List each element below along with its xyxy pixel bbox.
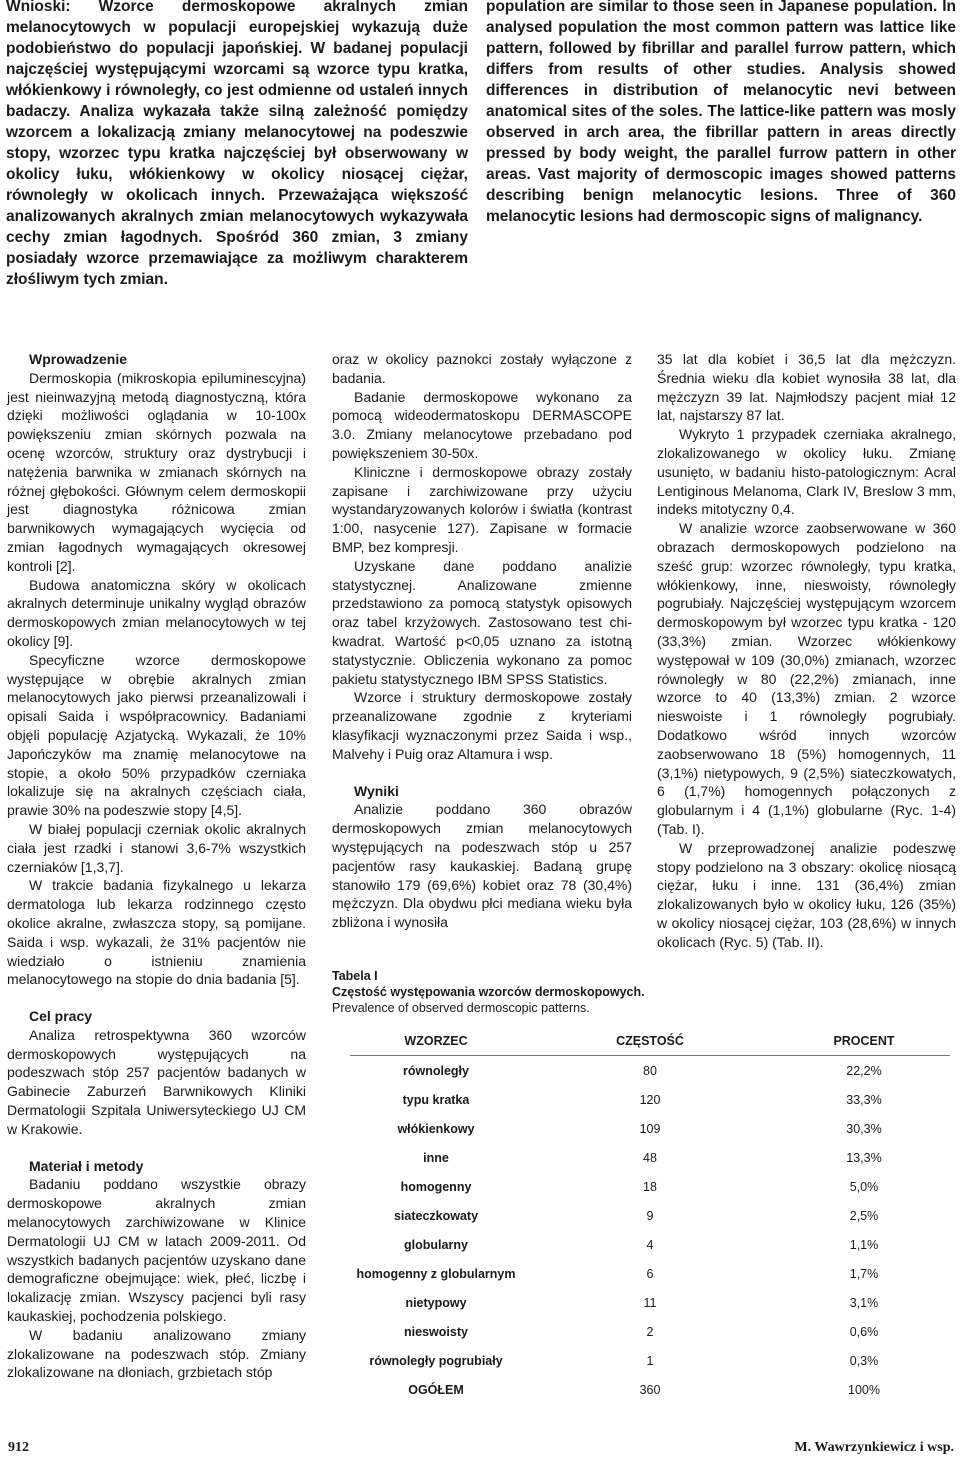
paragraph: Wzorce i struktury dermoskopowe zostały przeanalizowane zgodnie z kryteriami klasyfikacji wyznaczonymi przez Saida i wsp., Malvehy i Puig oraz Altamura i wsp. bbox=[332, 689, 632, 762]
percent-cell: 30,3% bbox=[846, 1121, 882, 1136]
table-caption bbox=[332, 968, 662, 1016]
table-total-row bbox=[350, 1375, 950, 1404]
count-cell: 2 bbox=[646, 1324, 654, 1339]
percent-cell: 33,3% bbox=[846, 1092, 882, 1107]
count-cell: 11 bbox=[643, 1295, 657, 1310]
table-row bbox=[350, 1230, 950, 1259]
paragraph: W białej populacji czerniak okolic akralnych ciała jest rzadki i stanowi 3,6-7% wszystkich czerniaków [1,3,7]. bbox=[7, 820, 306, 875]
pattern-cell: równoległy pogrubiały bbox=[369, 1353, 503, 1368]
count-cell: 4 bbox=[646, 1237, 654, 1252]
paragraph: 35 lat dla kobiet i 36,5 lat dla mężczyzn. Średnia wieku dla kobiet wynosiła 38 lat, dla mężczyzn 39 lat. Najmłodszy pacjent miał 12 lat, najstarszy 87 lat. bbox=[657, 351, 956, 424]
count-cell: 120 bbox=[639, 1092, 661, 1107]
count-cell: 360 bbox=[639, 1382, 661, 1397]
pattern-cell: siateczkowaty bbox=[393, 1208, 479, 1223]
pattern-cell: typu kratka bbox=[402, 1092, 470, 1107]
pattern-cell: równoległy bbox=[403, 1063, 469, 1078]
table-header-row bbox=[350, 1026, 950, 1056]
column-header: WZORZEC bbox=[350, 1026, 522, 1056]
percent-cell: 2,5% bbox=[849, 1208, 879, 1223]
count-cell: 9 bbox=[646, 1208, 654, 1223]
pattern-cell: nieswoisty bbox=[404, 1324, 468, 1339]
paragraph: W badaniu analizowano zmiany zlokalizowane na podeszwach stóp. Zmiany zlokalizowane na dłoniach, grzbietach stóp bbox=[7, 1326, 306, 1381]
count-cell: 80 bbox=[643, 1063, 657, 1078]
column-3 bbox=[657, 350, 956, 952]
pattern-cell: inne bbox=[423, 1150, 449, 1165]
pattern-cell: nietypowy bbox=[405, 1295, 467, 1310]
percent-cell: 13,3% bbox=[846, 1150, 882, 1165]
paragraph: W trakcie badania fizykalnego u lekarza dermatologa lub lekarza rodzinnego często okolice akralne, zwłaszcza stopy, są pomijane. Saida i wsp. wykazali, że 31% pacjentów nie wiedziało o istnieniu znamienia melanocytowego na stopie do dnia badania [5]. bbox=[7, 877, 306, 988]
paragraph: W przeprowadzonej analizie podeszwę stopy podzielono na 3 obszary: okolicę niosącą ciężar, łuku i inne. 131 (36,4%) zmian zlokalizowanych było w okolicy łuku, 126 (35%) w okolicy niosącej ciężar, 103 (28,6%) w innych okolicach (Ryc. 5) (Tab. II). bbox=[657, 839, 956, 950]
summary-english: population are similar to those seen in Japanese population. In analysed population the most common pattern was lattice like pattern, followed by fibrillar and parallel furrow pattern, which differs from results of other studies. Analysis showed differences in distribution of melanocytic nevi between anatomical sites of the soles. The lattice-like pattern was mosly observed in arch area, the fibrillar pattern in areas directly pressed by body weight, the parallel furrow pattern in other areas. Vast majority of dermoscopic images showed patterns describing benign melanocytic lesions. Three of 360 melanocytic lesions had dermoscopic signs of malignancy. bbox=[486, 0, 956, 225]
percent-cell: 22,2% bbox=[846, 1063, 882, 1078]
paragraph: Analiza retrospektywna 360 wzorców dermoskopowych występujących na podeszwach stóp 257 pacjentów badanych w Gabinecie Zaburzeń Barwnikowych Kliniki Dermatologii Szpitala Uniwersyteckiego UJ CM w Krakowie. bbox=[7, 1026, 306, 1137]
percent-cell: 0,3% bbox=[849, 1353, 879, 1368]
pattern-cell: globularny bbox=[404, 1237, 468, 1252]
percent-cell: 100% bbox=[848, 1382, 880, 1397]
table-label: Tabela I bbox=[332, 969, 378, 983]
paragraph: Kliniczne i dermoskopowe obrazy zostały zapisane i zarchiwizowane przy użyciu wystandaryzowanych kolorów i światła (kontrast 1:00, nasycenie 127). Zapisane w formacie BMP, bez kompresji. bbox=[332, 463, 632, 555]
table-row bbox=[350, 1201, 950, 1230]
table-title-english: Prevalence of observed dermoscopic patterns. bbox=[332, 1001, 590, 1015]
table-row bbox=[350, 1143, 950, 1172]
count-cell: 48 bbox=[643, 1150, 657, 1165]
table-row bbox=[350, 1259, 950, 1288]
table-row bbox=[350, 1172, 950, 1201]
pattern-frequency-table bbox=[350, 1026, 950, 1404]
paragraph: Dermoskopia (mikroskopia epiluminescyjna) jest nieinwazyjną metodą diagnostyczną, która dzięki możliwości oglądania w 10-100x powiększeniu zmian skórnych pozwala na ocenę wzorców, struktury oraz dystrybucji i natężenia barwnika w zmianach skórnych na różnej głębokości. Głównym celem dermoskopii jest diagnostyka różnicowa zmian barwnikowych wymagających wycięcia od zmian łagodnych wymagających okresowej kontroli [2]. bbox=[7, 369, 306, 574]
paragraph: oraz w okolicy paznokci zostały wyłączone z badania. bbox=[332, 351, 632, 386]
section-heading-introduction: Wprowadzenie bbox=[29, 351, 128, 367]
pattern-cell: OGÓŁEM bbox=[408, 1382, 464, 1397]
table-row bbox=[350, 1346, 950, 1375]
paragraph: Specyficzne wzorce dermoskopowe występujące w obrębie akralnych zmian melanocytowych jako pierwsi przeanalizowali i opisali Saida i współpracownicy. Badaniami objęli populację Azjatycką. Wykazali, że 10% Japończyków ma znamię melanocytowe na stopie, a około 50% przypadków czerniaka lokalizuje się na akralnych częściach ciała, prawie 30% na podeszwie stopy [4,5]. bbox=[7, 651, 306, 819]
table-row bbox=[350, 1288, 950, 1317]
table-title-polish: Częstość występowania wzorców dermoskopowych. bbox=[332, 985, 645, 999]
paragraph: Badaniu poddano wszystkie obrazy dermoskopowe akralnych zmian melanocytowych zarchiwizowane w Klinice Dermatologii UJ CM w latach 2009-2011. Od wszystkich badanych pacjentów uzyskano dane demograficzne obejmujące: wiek, płeć, liczbę i lokalizację zmian. Wszyscy pacjenci byli rasy kaukaskiej, pochodzenia polskiego. bbox=[7, 1176, 306, 1325]
pattern-cell: homogenny bbox=[400, 1179, 472, 1194]
count-cell: 18 bbox=[643, 1179, 657, 1194]
section-heading-aim: Cel pracy bbox=[29, 1008, 93, 1025]
count-cell: 1 bbox=[646, 1353, 654, 1368]
table-row bbox=[350, 1056, 950, 1086]
pattern-cell: włókienkowy bbox=[397, 1121, 475, 1136]
column-2 bbox=[332, 350, 632, 932]
paragraph: Badanie dermoskopowe wykonano za pomocą wideodermatoskopu DERMASCOPE 3.0. Zmiany melanocytowe przebadano pod powiększeniem 30-50x. bbox=[332, 388, 632, 461]
column-header: PROCENT bbox=[778, 1026, 950, 1056]
column-1 bbox=[7, 350, 306, 1382]
section-heading-results: Wyniki bbox=[354, 782, 399, 799]
page-number: 912 bbox=[8, 1440, 29, 1455]
percent-cell: 0,6% bbox=[849, 1324, 879, 1339]
summary-polish: Wnioski: Wzorce dermoskopowe akralnych zmian melanocytowych w populacji europejskiej wykazują duże podobieństwo do populacji japońskiej. W badanej populacji najczęściej występującymi wzorcami są wzorce typu kratka, włókienkowy i równoległy, co jest odmienne od ustaleń innych badaczy. Analiza wykazała także silną zależność pomiędzy wzorcem a lokalizacją zmiany melanocytowej na podeszwie stopy, wzorzec typu kratka najczęściej był obserwowany w okolicy łuku, włókienkowy w okolicy niosącej ciężar, równoległy w okolicach innych. Przeważająca większość analizowanych akralnych zmian melanocytowych wykazywała cechy zmian łagodnych. Spośród 360 zmian, 3 zmiany posiadały wzorce przemawiające za możliwym charakterem złośliwym tych zmian. bbox=[6, 0, 468, 288]
percent-cell: 3,1% bbox=[849, 1295, 879, 1310]
table-row bbox=[350, 1085, 950, 1114]
table-row bbox=[350, 1114, 950, 1143]
table-row bbox=[350, 1317, 950, 1346]
pattern-cell: homogenny z globularnym bbox=[356, 1266, 516, 1281]
percent-cell: 1,7% bbox=[849, 1266, 879, 1281]
section-heading-methods: Materiał i metody bbox=[29, 1157, 144, 1174]
paragraph: Wykryto 1 przypadek czerniaka akralnego, zlokalizowanego w okolicy łuku. Zmianę usunięto, w badaniu histo-patologicznym: Acral Lentiginous Melanoma, Clark IV, Breslow 3 mm, indeks mitotyczny 0,4. bbox=[657, 426, 956, 518]
paragraph: Budowa anatomiczna skóry w okolicach akralnych determinuje unikalny wygląd obrazów dermoskopowych zmian melanocytowych w tej okolicy [9]. bbox=[7, 576, 306, 649]
column-header: CZĘSTOŚĆ bbox=[522, 1026, 778, 1056]
percent-cell: 1,1% bbox=[849, 1237, 879, 1252]
paragraph: Analizie poddano 360 obrazów dermoskopowych zmian melanocytowych występujących na podeszwach stóp u 257 pacjentów rasy kaukaskiej. Badaną grupę stanowiło 179 (69,6%) kobiet oraz 78 (30,4%) mężczyzn. Dla obydwu płci mediana wieku była zbliżona i wynosiła bbox=[332, 801, 632, 931]
paragraph: Uzyskane dane poddano analizie statystycznej. Analizowane zmienne przedstawiono za pomocą statystyk opisowych oraz tabel krzyżowych. Zastosowano test chi-kwadrat. Wartość p<0,05 uznano za istotną statystycznie. Obliczenia wykonano za pomoc pakietu statystycznego IBM SPSS Statistics. bbox=[332, 557, 632, 687]
running-author: M. Wawrzynkiewicz i wsp. bbox=[794, 1440, 954, 1455]
percent-cell: 5,0% bbox=[849, 1179, 879, 1194]
count-cell: 109 bbox=[639, 1121, 661, 1136]
paragraph: W analizie wzorce zaobserwowane w 360 obrazach dermoskopowych podzielono na sześć grup: wzorzec równoległy, typu kratka, włókienkowy, inne, nieswoisty, równoległy pogrubiały. Najczęściej występującym wzorcem dermoskopowym był wzorzec typu kratka - 120 (33,3%) zmian. Wzorzec włókienkowy występował w 109 (30,0%) zmianach, wzorzec równoległy w 80 (22,2%) zmianach, inne wzorce to 40 (13,3%) zmian. 2 wzorce nieswoiste i 1 równoległy pogrubiały. Dodatkowo wśród innych wzorców zaobserwowano 18 (5%) homogennych, 11 (3,1%) nietypowych, 9 (2,5%) siateczkowatych, 6 (1,7%) homogennych połączonych z globularnym i 4 (1,1%) globularne (Ryc. 1-4) (Tab. I). bbox=[657, 520, 956, 837]
count-cell: 6 bbox=[646, 1266, 654, 1281]
